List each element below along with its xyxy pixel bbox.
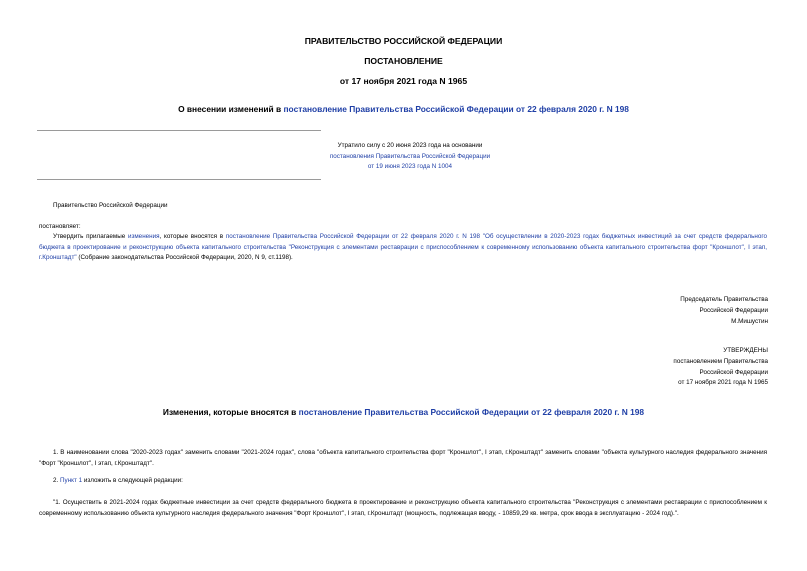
change-item-1: 1. В наименовании слова "2020-2023 годах" заменить словами "2021-2024 годах", слова "объекта капитального строительства форт "Кроншлот", I этап, г.Кронштадт" заменить словами "объекта культурного наследия федерального значения "Форт "Кроншлот", I этап, г.Кронштадт". xyxy=(39,449,767,467)
status-block xyxy=(250,141,570,173)
status-line: Утратило силу с 20 июня 2023 года на основании xyxy=(337,142,483,149)
text-fragment: (Собрание законодательства Российской Федерации, 2020, N 9, ст.1198). xyxy=(76,254,293,262)
decision-paragraph xyxy=(39,232,767,264)
approved-line: от 17 ноября 2021 года N 1965 xyxy=(678,379,768,387)
gov-heading: ПРАВИТЕЛЬСТВО РОССИЙСКОЙ ФЕДЕРАЦИИ xyxy=(304,36,503,46)
text-fragment: , которые вносятся в xyxy=(159,233,226,240)
status-link-line[interactable]: от 19 июня 2023 года N 1004 xyxy=(367,163,453,171)
changes-title-prefix: Изменения, которые вносятся в xyxy=(162,407,299,417)
changes-link[interactable]: изменения xyxy=(127,233,160,240)
approved-line: УТВЕРЖДЕНЫ xyxy=(723,347,768,354)
status-divider-bottom xyxy=(37,179,321,180)
status-divider-top xyxy=(37,130,321,131)
document-title xyxy=(0,104,807,114)
clause-link[interactable]: Пункт 1 xyxy=(60,477,83,484)
text-fragment: Утвердить прилагаемые xyxy=(53,233,128,240)
title-link[interactable]: постановление Правительства Российской Федерации от 22 февраля 2020 г. N 198 xyxy=(283,104,629,114)
change-item-2 xyxy=(39,476,767,487)
signature-block xyxy=(680,295,768,327)
approved-block xyxy=(673,346,768,389)
status-link-line[interactable]: постановления Правительства Российской Федерации xyxy=(329,152,491,160)
resolution-link[interactable]: постановление Правительства Российской Федерации от 22 февраля 2020 г. N 198 xyxy=(225,233,480,240)
approved-line: постановлением Правительства xyxy=(673,357,768,365)
approved-line: Российской Федерации xyxy=(699,368,768,376)
title-prefix: О внесении изменений в xyxy=(178,104,284,114)
change-item-3: "1. Осуществить в 2021-2024 годах бюджетные инвестиции за счет средств федерального бюджета в проектирование и реконструкцию объекта капитального строительства "Реконструкция с элементами реставрации с приспособлением к современному использованию объекта культурного наследия федерального значения "Форт Кроншлот", I этап, г.Кронштадт (мощность, подлежащая вводу, - 10859,29 кв. метра, срок ввода в эксплуатацию - 2024 год).". xyxy=(39,499,767,517)
decides-text: постановляет: xyxy=(39,223,81,230)
doc-date-number: от 17 ноября 2021 года N 1965 xyxy=(339,76,468,86)
changes-title xyxy=(0,407,807,417)
doc-type-heading: ПОСТАНОВЛЕНИЕ xyxy=(364,56,443,66)
text-fragment: 2. xyxy=(53,477,61,484)
resolution-title-link[interactable]: "Об осуществлении в 2020-2023 годах бюджетных инвестиций за счет средств федерального бюджета в проектирование и реконструкцию объекта капитального строительства "Реконструкция с элементами реставрации с приспособлением к современному использованию объекта капитального строительства форт "Кроншлот", I этап, г.Кронштадт" xyxy=(39,233,767,262)
text-fragment: изложить в следующей редакции: xyxy=(82,477,183,484)
signature-name: М.Мишустин xyxy=(731,317,768,325)
issuer-text: Правительство Российской Федерации xyxy=(53,202,168,209)
changes-title-link[interactable]: постановление Правительства Российской Федерации от 22 февраля 2020 г. N 198 xyxy=(298,407,645,417)
signature-line: Российской Федерации xyxy=(699,306,768,314)
signature-line: Председатель Правительства xyxy=(680,296,768,303)
